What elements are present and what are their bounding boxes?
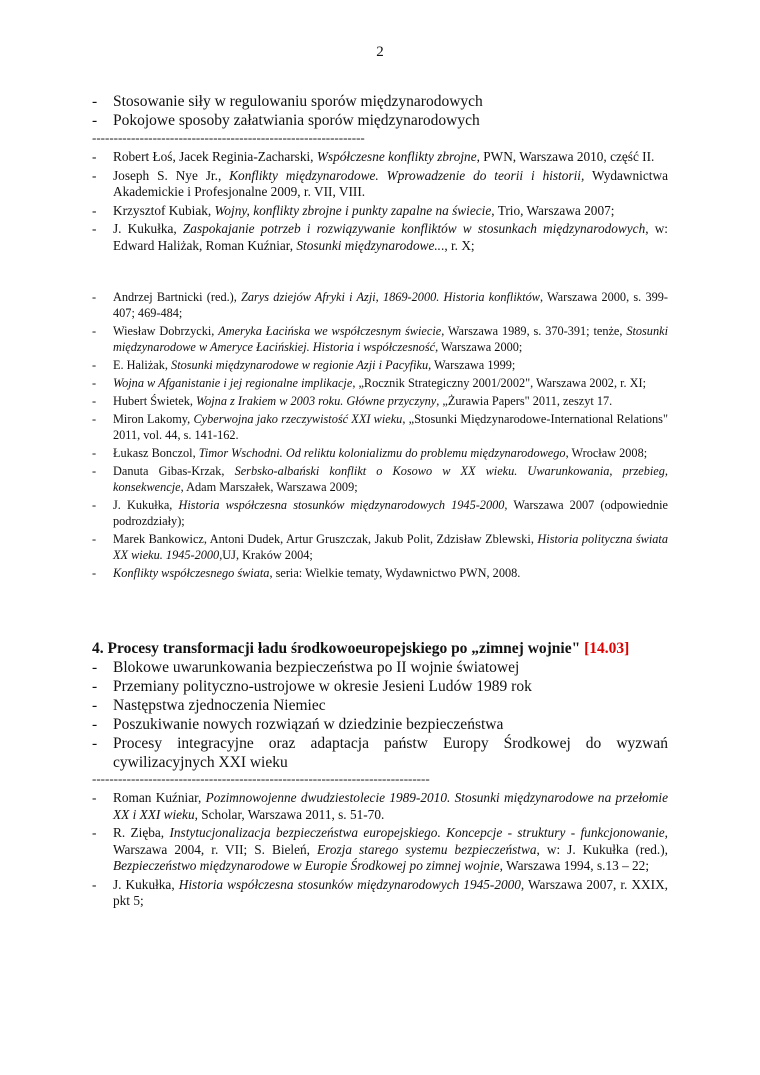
reference-text: Hubert Świetek, (113, 394, 196, 408)
reference-text: Danuta Gibas-Krzak, (113, 464, 235, 478)
reference-text: , seria: Wielkie tematy, Wydawnictwo PWN, 2008. (269, 566, 521, 580)
reference-item (92, 357, 668, 373)
reference-item (92, 411, 668, 443)
reference-title: Bezpieczeństwo międzynarodowe w Europie Środkowej po zimnej wojnie (113, 858, 500, 873)
heading-text: 4. Procesy transformacji ładu środkowoeuropejskiego po „zimnej wojnie" (92, 640, 581, 657)
topic-item (92, 734, 668, 772)
reference-text: Wydawnictwa Akademickie i Profesjonalne 2009, r. VII, VIII. (113, 167, 668, 199)
bullet-dash: - (92, 532, 97, 546)
reference-text: , PWN, Warszawa 2010, część II. (476, 149, 655, 164)
heading-date: [14.03] (584, 640, 630, 657)
topic-text: Blokowe uwarunkowania bezpieczeństwa po II wojnie światowej (113, 659, 520, 676)
reference-title: Historia współczesna stosunków międzynarodowych 1945-2000 (178, 498, 505, 512)
bullet-dash: - (92, 290, 97, 304)
bullet-dash: - (92, 659, 98, 676)
reference-text: Warszawa 1999; (431, 358, 516, 372)
bullet-dash: - (92, 221, 97, 236)
bullet-dash: - (92, 202, 97, 218)
bullet-dash: - (92, 697, 98, 714)
reference-text: ., r. X; (441, 237, 475, 253)
section-a-references (92, 149, 668, 256)
reference-title: Wojny, konflikty zbrojne i punkty zapalne na świecie (214, 202, 492, 218)
bullet-dash: - (92, 825, 97, 840)
reference-text: , Adam Marszałek, Warszawa 2009; (180, 480, 358, 494)
bullet-dash: - (92, 678, 98, 695)
reference-text: Andrzej Bartnicki (red.), (113, 290, 242, 304)
reference-text: Wiesław Dobrzycki, (113, 324, 219, 338)
reference-text: , Warszawa 1994, s.13 – 22; (499, 858, 650, 873)
reference-item (92, 149, 668, 166)
bullet-dash: - (92, 566, 97, 580)
section-4-references (92, 790, 668, 912)
reference-title: Zarys dziejów Afryki i Azji, 1869-2000. Historia konfliktów (241, 290, 540, 304)
topic-text: Procesy integracyjne oraz adaptacja państw Europy Środkowej do wyzwań cywilizacyjnych XXI wieku (113, 735, 668, 771)
reference-text: J. Kukułka, (113, 221, 183, 236)
bullet-dash: - (92, 464, 97, 478)
topic-text: Następstwa zjednoczenia Niemiec (113, 697, 326, 714)
reference-item (92, 203, 668, 220)
reference-text: Łukasz Bonczol, (113, 446, 199, 460)
bullet-dash: - (92, 735, 98, 752)
topic-item (92, 677, 668, 696)
section-4-topics (92, 658, 668, 772)
reference-text: , w: J. Kukułka (red.), (536, 841, 668, 857)
reference-text: Miron Lakomy, (113, 412, 194, 426)
reference-title: Konflikty współczesnego świata (113, 566, 270, 580)
reference-text: E. Haliżak, (113, 358, 172, 372)
reference-text: , „Rocznik Strategiczny 2001/2002", Warszawa 2002, r. XI; (352, 376, 647, 390)
bullet-dash: - (92, 498, 97, 512)
reference-title: Zaspokajanie potrzeb i rozwiązywanie konfliktów w stosunkach międzynarodowych (182, 221, 646, 236)
reference-item (92, 393, 668, 409)
reference-title: Pozimnowojenne dwudziestolecie 1989-2010. Stosunki międzynarodowe na przełomie XX i XXI wieku (113, 790, 668, 822)
reference-title: Współczesne konflikty zbrojne (316, 149, 477, 164)
reference-text: J. Kukułka, (113, 498, 179, 512)
bullet-dash: - (92, 716, 98, 733)
topic-item (92, 696, 668, 715)
topic-item (92, 92, 668, 111)
section-a-further-references (92, 289, 668, 583)
separator: ------------------------------------------------------------------------------ (92, 772, 430, 786)
reference-text: Roman Kuźniar, (113, 790, 206, 805)
reference-text: , „Stosunki Międzynarodowe-International Relations" 2011, vol. 44, s. 141-162. (113, 412, 668, 442)
topic-text: Poszukiwanie nowych rozwiązań w dziedzinie bezpieczeństwa (113, 716, 504, 733)
reference-item (92, 877, 668, 910)
reference-title: Stosunki międzynarodowe w Ameryce Łacińskiej. Historia i współczesność (113, 324, 668, 354)
bullet-dash: - (92, 790, 97, 805)
bullet-dash: - (92, 167, 97, 183)
reference-text: , „Żurawia Papers" 2011, zeszyt 17. (436, 394, 613, 408)
reference-item (92, 445, 668, 461)
reference-title: Stosunki międzynarodowe.. (296, 237, 442, 253)
page-number: 2 (376, 44, 384, 60)
bullet-dash: - (92, 112, 98, 129)
reference-item (92, 323, 668, 355)
reference-title: Serbsko-albański konflikt o Kosowo w XX wieku. Uwarunkowania, przebieg, konsekwencje (113, 464, 668, 494)
bullet-dash: - (92, 376, 97, 390)
reference-title: Konflikty międzynarodowe. Wprowadzenie do teorii i historii, (229, 167, 585, 183)
reference-text: Marek Bankowicz, Antoni Dudek, Artur Gruszczak, Jakub Polit, Zdzisław Zblewski, (113, 532, 538, 546)
separator: --------------------------------------------------------------- (92, 131, 365, 145)
reference-item (92, 565, 668, 581)
reference-item (92, 825, 668, 875)
reference-item (92, 375, 668, 391)
reference-text: , Warszawa 2007 (odpowiednie podrozdziały); (113, 498, 668, 528)
reference-text: J. Kukułka, (113, 876, 179, 892)
reference-title: Stosunki międzynarodowe w regionie Azji i Pacyfiku, (171, 358, 432, 372)
reference-title: Wojna w Afganistanie i jej regionalne implikacje (113, 376, 353, 390)
reference-item (92, 497, 668, 529)
topic-item (92, 111, 668, 130)
reference-text: , Trio, Warszawa 2007; (491, 202, 615, 218)
reference-text: R. Zięba, (113, 825, 170, 840)
reference-text: , w: Edward Haliżak, Roman Kuźniar, (113, 221, 668, 253)
reference-text: Joseph S. Nye Jr., (113, 167, 230, 183)
reference-title: Wojna z Irakiem w 2003 roku. Główne przyczyny (196, 394, 437, 408)
topic-text: Przemiany polityczno-ustrojowe w okresie Jesieni Ludów 1989 rok (113, 678, 532, 695)
bullet-dash: - (92, 149, 97, 164)
reference-text: Robert Łoś, Jacek Reginia-Zacharski, (113, 149, 317, 164)
reference-item (92, 221, 668, 254)
bullet-dash: - (92, 358, 97, 372)
bullet-dash: - (92, 93, 98, 110)
reference-title: Historia polityczna świata XX wieku. 1945-2000 (113, 532, 668, 562)
reference-title: Cyberwojna jako rzeczywistość XXI wieku (193, 412, 403, 426)
reference-item (92, 531, 668, 563)
topic-item (92, 715, 668, 734)
bullet-dash: - (92, 876, 97, 892)
reference-text: , Warszawa 2000, s. 399-407; 469-484; (113, 290, 668, 320)
reference-title: Timor Wschodni. Od reliktu kolonializmu do problemu międzynarodowego (198, 446, 566, 460)
section-heading (92, 639, 668, 658)
bullet-dash: - (92, 394, 97, 408)
reference-item (92, 790, 668, 823)
reference-text: , Warszawa 2000; (435, 340, 523, 354)
bullet-dash: - (92, 446, 97, 460)
reference-text: , Wrocław 2008; (565, 446, 648, 460)
reference-text: , Warszawa 2004, r. VII; S. Bieleń, (113, 825, 668, 857)
reference-text: Krzysztof Kubiak, (113, 202, 215, 218)
topic-text: Pokojowe sposoby załatwiania sporów międzynarodowych (113, 112, 480, 129)
section-a-topics (92, 92, 668, 130)
reference-title: Ameryka Łacińska we współczesnym świecie (218, 324, 442, 338)
reference-item (92, 463, 668, 495)
reference-text: , Scholar, Warszawa 2011, s. 51-70. (194, 806, 385, 822)
bullet-dash: - (92, 324, 97, 338)
reference-title: Erozja starego systemu bezpieczeństwa (317, 841, 537, 857)
reference-text: , Warszawa 2007, r. XXIX, pkt 5; (113, 876, 668, 908)
reference-title: Instytucjonalizacja bezpieczeństwa europejskiego. Koncepcje - struktury - funkcjonowanie (169, 825, 665, 840)
bullet-dash: - (92, 412, 97, 426)
reference-text: ,UJ, Kraków 2004; (219, 548, 313, 562)
reference-title: Historia współczesna stosunków międzynarodowych 1945-2000 (178, 876, 521, 892)
topic-item (92, 658, 668, 677)
reference-item (92, 168, 668, 201)
reference-item (92, 289, 668, 321)
topic-text: Stosowanie siły w regulowaniu sporów międzynarodowych (113, 93, 483, 110)
reference-text: , Warszawa 1989, s. 370-391; tenże, (441, 324, 627, 338)
